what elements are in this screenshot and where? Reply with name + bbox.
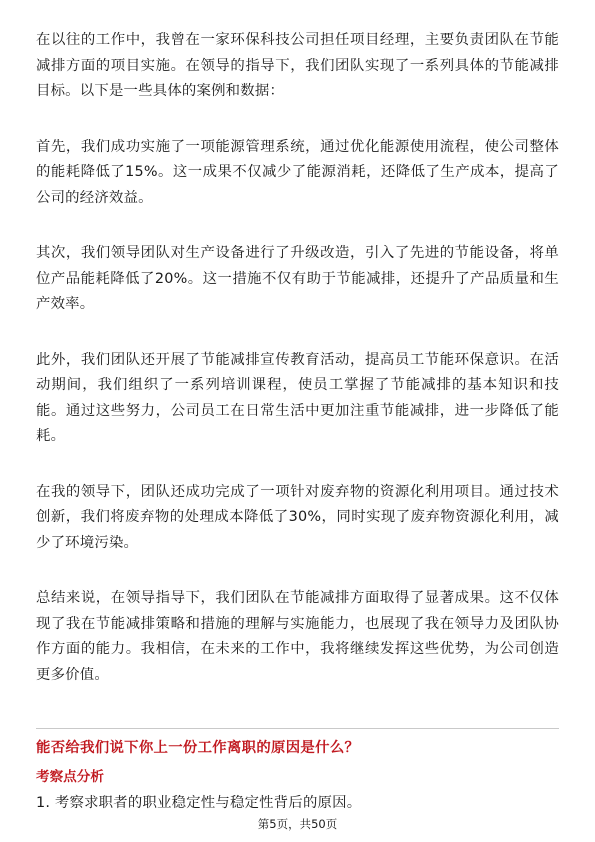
document-body: [36, 28, 559, 688]
paragraph-summary: 总结来说，在领导指导下，我们团队在节能减排方面取得了显著成果。这不仅体现了我在节能减排策略和措施的理解与实施能力，也展现了我在领导力及团队协作方面的能力。我相信，在未来的工作中，我将继续发挥这些优势，为公司创造更多价值。: [36, 590, 559, 683]
paragraph-waste-project: 在我的领导下，团队还成功完成了一项针对废弃物的资源化利用项目。通过技术创新，我们将废弃物的处理成本降低了30%，同时实现了废弃物资源化利用，减少了环境污染。: [36, 483, 559, 551]
paragraph-equipment-upgrade: 其次，我们领导团队对生产设备进行了升级改造，引入了先进的节能设备，将单位产品能耗降低了20%。这一措施不仅有助于节能减排，还提升了产品质量和生产效率。: [36, 245, 559, 312]
paragraph-energy-system: 首先，我们成功实施了一项能源管理系统，通过优化能源使用流程，使公司整体的能耗降低了15%。这一成果不仅减少了能源消耗，还降低了生产成本，提高了公司的经济效益。: [36, 138, 559, 206]
section-divider: [36, 728, 559, 729]
page-footer: 第5页，共50页: [257, 817, 338, 831]
analysis-section-title: 考察点分析: [36, 769, 104, 785]
interview-question-heading: 能否给我们说下你上一份工作离职的原因是什么？: [36, 740, 360, 756]
paragraph-intro: 在以往的工作中，我曾在一家环保科技公司担任项目经理，主要负责团队在节能减排方面的项目实施。在领导的指导下，我们团队实现了一系列具体的节能减排目标。以下是一些具体的案例和数据：: [36, 32, 559, 99]
paragraph-education-activities: 此外，我们团队还开展了节能减排宣传教育活动，提高员工节能环保意识。在活动期间，我们组织了一系列培训课程，使员工掌握了节能减排的基本知识和技能。通过这些努力，公司员工在日常生活中更加注重节能减排，进一步降低了能耗。: [36, 351, 559, 444]
analysis-point: 1. 考察求职者的职业稳定性与稳定性背后的原因。: [36, 795, 362, 811]
